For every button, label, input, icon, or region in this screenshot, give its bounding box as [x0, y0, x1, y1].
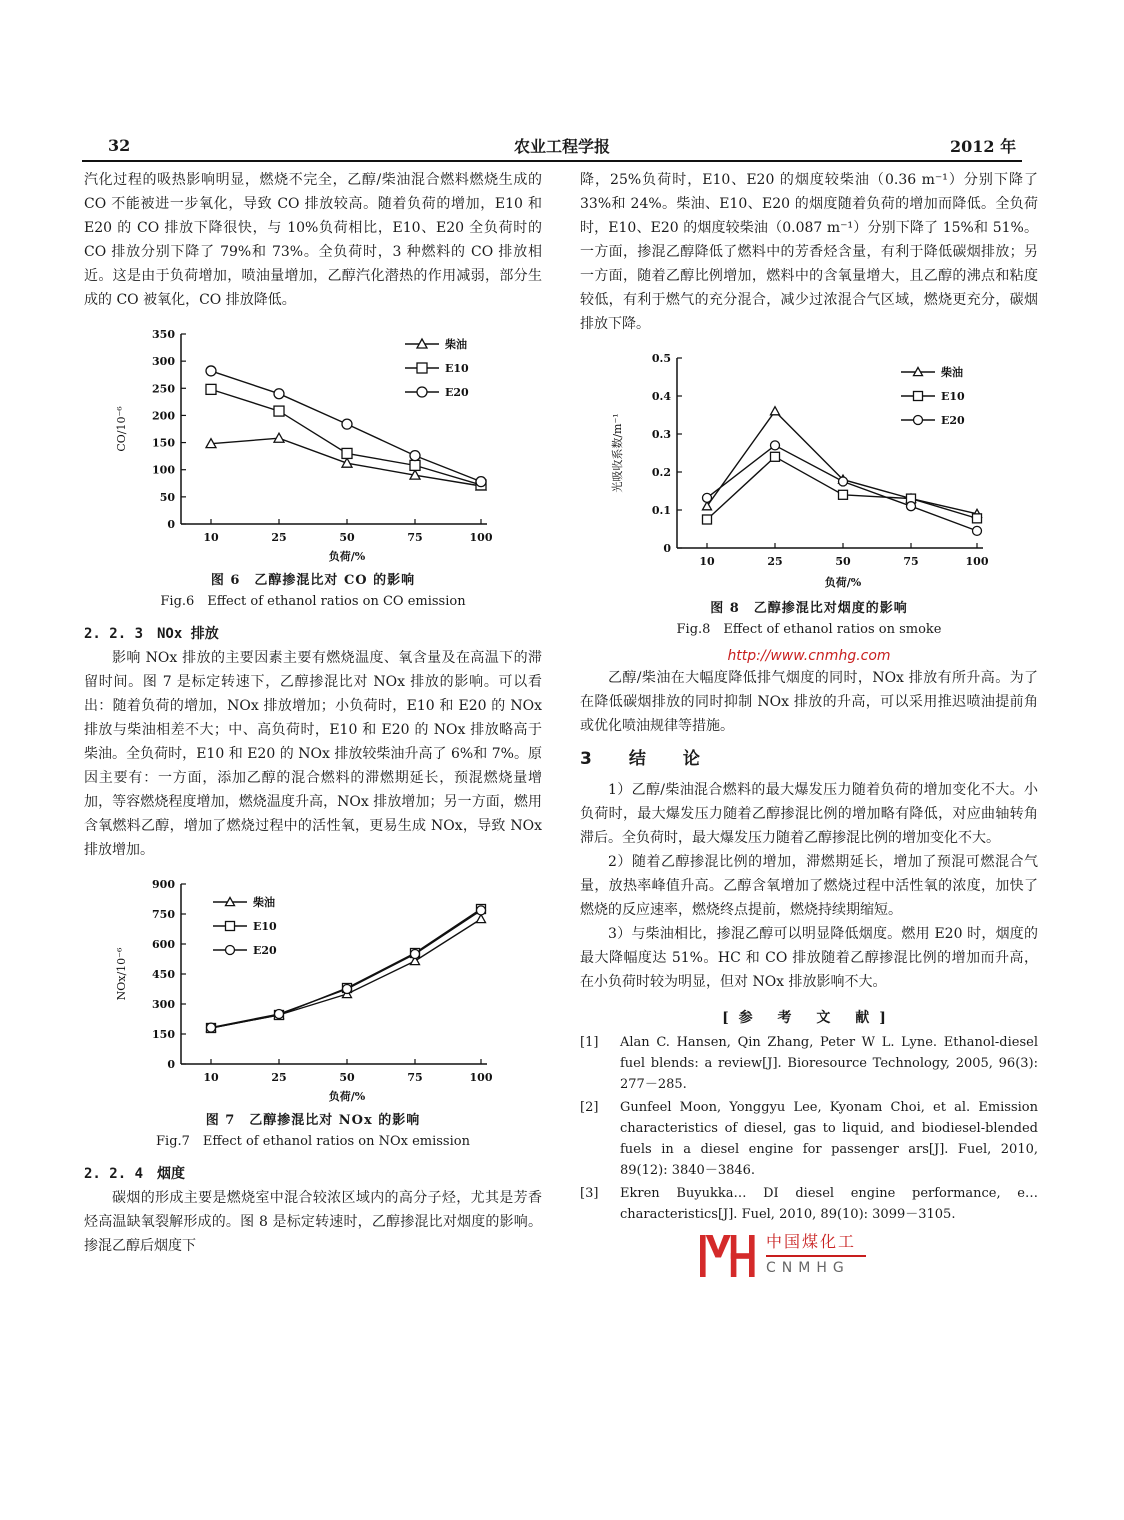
fig6-caption-cn: 图 6 乙醇掺混比对 CO 的影响	[210, 573, 416, 588]
y-tick-label: 200	[152, 409, 175, 423]
data-point-triangle	[477, 915, 486, 923]
legend-label: E10	[445, 362, 469, 375]
reference-item	[580, 1097, 1038, 1181]
series-line-square	[211, 389, 481, 485]
data-point-circle	[839, 477, 848, 486]
data-point-square	[342, 448, 352, 458]
section-2-2-3-text: 影响 NOx 排放的主要因素主要有燃烧温度、氧含量及在高温下的滞留时间。图 7 是标定转速下，乙醇掺混比对 NOx 排放的影响。可以看出：随着负荷的增加，NOx 排放增加；小负荷时，E10 和 E20 的 NOx 排放与柴油相差不大；中、高负荷时，E10 和 E20 的 NOx 排放略高于柴油。全负荷时，E10 和 E20 的 NOx 排放较柴油升高了 6%和 7%。原因主要有：一方面，添加乙醇的混合燃料的滞燃期延长，预混燃烧量增加，等容燃烧程度增加，燃烧温度升高，NOx 排放增加；另一方面，燃用含氧燃料乙醇，增加了燃烧过程中的活性氧，更易生成 NOx，导致 NOx 排放增加。	[84, 650, 542, 858]
y-tick-label: 100	[152, 463, 175, 477]
references-title: [参 考 文 献]	[722, 1010, 896, 1026]
reference-number: [3]	[580, 1186, 599, 1201]
legend-label: 柴油	[941, 366, 963, 379]
data-point-circle	[342, 419, 352, 429]
data-point-triangle	[771, 407, 780, 415]
data-point-circle	[973, 526, 982, 535]
page-number: 32	[108, 136, 131, 155]
para-intro: 汽化过程的吸热影响明显，燃烧不完全，乙醇/柴油混合燃料燃烧生成的 CO 不能被进一步氧化，导致 CO 排放较高。随着负荷的增加，E10 和 E20 的 CO 排放下降很快，与 10%负荷相比，E10、E20 全负荷时的 CO 排放分别下降了 79%和 73%。全负荷时，3 种燃料的 CO 排放相近。这是由于负荷增加，喷油量增加，乙醇汽化潜热的作用减弱，部分生成的 CO 被氧化，CO 排放降低。	[84, 172, 542, 308]
fig7-caption	[84, 1110, 542, 1152]
fig7-chart	[103, 872, 523, 1108]
conclusion-2: 2）随着乙醇掺混比例的增加，滞燃期延长，增加了预混可燃混合气量，放热率峰值升高。乙醇含氧增加了燃烧过程中活性氧的浓度，加快了燃烧的反应速率，燃烧终点提前，燃烧持续期缩短。	[580, 854, 1038, 918]
fig8-caption-cn: 图 8 乙醇掺混比对烟度的影响	[710, 601, 908, 616]
legend-label: E20	[445, 386, 469, 399]
legend-marker-square	[226, 922, 235, 931]
legend-label: E10	[941, 390, 965, 403]
x-tick-label: 100	[469, 531, 493, 544]
para-smoke: 降，25%负荷时，E10、E20 的烟度较柴油（0.36 m⁻¹）分别下降了 33%和 24%。柴油、E10、E20 的烟度随着负荷的增加而降低。全负荷时，E10、E20 的烟度较柴油（0.087 m⁻¹）分别下降了 15%和 51%。一方面，掺混乙醇降低了燃料中的芳香烃含量，有利于降低碳烟排放；另一方面，随着乙醇比例增加，燃料中的含氧量增大，且乙醇的沸点和粘度较低，有利于燃气的充分混合，减少过浓混合气区域，燃烧更充分，碳烟排放下降。	[580, 172, 1038, 332]
legend-label: E10	[253, 920, 277, 933]
para-nox-tradeoff: 乙醇/柴油在大幅度降低排气烟度的同时，NOx 排放有所升高。为了在降低碳烟排放的同时抑制 NOx 排放的升高，可以采用推迟喷油提前角或优化喷油规律等措施。	[580, 670, 1038, 734]
reference-item	[580, 1183, 1038, 1225]
data-point-triangle	[342, 458, 352, 467]
reference-text: Alan C. Hansen, Qin Zhang, Peter W L. Lyne. Ethanol-diesel fuel blends: a review[J]. Bioresource Technology, 2005, 96(3): 277－285.	[620, 1035, 1038, 1092]
x-tick-label: 100	[469, 1071, 493, 1084]
y-tick-label: 0	[663, 542, 671, 555]
y-tick-label: 150	[152, 1028, 175, 1041]
data-point-square	[206, 384, 216, 394]
x-tick-label: 25	[271, 1071, 287, 1084]
section-2-2-3-title: 2. 2. 3 NOx 排放	[84, 626, 219, 642]
y-tick-label: 250	[152, 382, 175, 396]
conclusion-3: 3）与柴油相比，掺混乙醇可以明显降低烟度。燃用 E20 时，烟度的最大降幅度达 51%。HC 和 CO 排放随着乙醇掺混比例的增加而升高，在小负荷时较为明显，但对 NOx 排放影响不大。	[580, 926, 1038, 990]
x-tick-label: 75	[407, 531, 423, 544]
y-tick-label: 0	[167, 518, 175, 531]
data-point-circle	[207, 1023, 216, 1032]
legend-label: E20	[941, 414, 965, 427]
y-tick-label: 0	[167, 1058, 175, 1071]
legend-marker-circle	[914, 416, 923, 425]
y-tick-label: 150	[152, 436, 175, 450]
y-tick-label: 0.5	[651, 352, 671, 365]
reference-text: Ekren Buyukka… DI diesel engine performance, e… characteristics[J]. Fuel, 2010, 89(10): 3099－3105.	[620, 1186, 1038, 1222]
data-point-square	[973, 514, 982, 523]
series-line-circle	[707, 445, 977, 531]
x-tick-label: 10	[699, 555, 715, 568]
journal-title: 农业工程学报	[513, 137, 610, 156]
conclusion-1: 1）乙醇/柴油混合燃料的最大爆发压力随着负荷的增加变化不大。小负荷时，最大爆发压力随着乙醇掺混比例的增加略有降低，对应曲轴转角滞后。全负荷时，最大爆发压力随着乙醇掺混比例的增加变化不大。	[580, 782, 1038, 846]
legend-label: 柴油	[445, 338, 467, 351]
fig8-caption	[580, 598, 1038, 640]
data-point-circle	[476, 477, 486, 487]
x-tick-label: 25	[271, 531, 287, 544]
y-axis-label: NOx/10⁻⁶	[115, 947, 128, 1001]
series-line-circle	[211, 910, 481, 1027]
data-point-square	[703, 515, 712, 524]
logo-en-text: CNMHG	[766, 1260, 850, 1276]
legend-label: 柴油	[253, 896, 275, 909]
figure-7	[84, 872, 542, 1108]
x-tick-label: 10	[203, 531, 219, 544]
section-2-2-4-text: 碳烟的形成主要是燃烧室中混合较浓区域内的高分子烃，尤其是芳香烃高温缺氧裂解形成的。图 8 是标定转速时，乙醇掺混比对烟度的影响。掺混乙醇后烟度下	[84, 1190, 542, 1254]
y-tick-label: 450	[152, 968, 175, 981]
x-tick-label: 10	[203, 1071, 219, 1084]
logo-cn-text: 中国煤化工	[766, 1232, 857, 1251]
y-tick-label: 0.4	[651, 390, 671, 403]
y-axis-label: 光吸收系数/m⁻¹	[611, 413, 624, 493]
x-tick-label: 25	[767, 555, 783, 568]
fig6-caption	[84, 570, 542, 612]
y-tick-label: 750	[152, 908, 175, 921]
reference-item	[580, 1032, 1038, 1095]
legend-label: E20	[253, 944, 277, 957]
data-point-circle	[274, 389, 284, 399]
data-point-circle	[771, 441, 780, 450]
data-point-circle	[907, 502, 916, 511]
x-tick-label: 50	[339, 531, 355, 544]
reference-text: Gunfeel Moon, Yonggyu Lee, Kyonam Choi, et al. Emission characteristics of diesel, gas to liquid, and biodiesel-blended fuels in a diesel engine for passenger ars[J]. Fuel, 2010, 89(12): 3840－3846.	[620, 1100, 1038, 1178]
y-tick-label: 300	[152, 998, 175, 1011]
fig7-caption-cn: 图 7 乙醇掺混比对 NOx 的影响	[205, 1113, 421, 1128]
series-line-square	[211, 909, 481, 1028]
logo-mh-icon	[700, 1233, 756, 1279]
references-list	[580, 1032, 1038, 1225]
y-axis-label: CO/10⁻⁶	[115, 406, 128, 452]
legend-marker-circle	[417, 387, 427, 397]
y-tick-label: 600	[152, 938, 175, 951]
reference-number: [2]	[580, 1100, 599, 1115]
fig8-chart	[599, 346, 1019, 596]
reference-number: [1]	[580, 1035, 599, 1050]
x-tick-label: 100	[965, 555, 989, 568]
x-axis-label: 负荷/%	[824, 576, 862, 589]
data-point-circle	[343, 985, 352, 994]
legend-marker-square	[417, 363, 427, 373]
logo-divider	[766, 1255, 866, 1257]
header-rule	[82, 160, 1022, 162]
data-point-circle	[275, 1010, 284, 1019]
y-tick-label: 0.1	[651, 504, 671, 517]
x-tick-label: 50	[835, 555, 851, 568]
data-point-circle	[410, 451, 420, 461]
data-point-circle	[477, 906, 486, 915]
data-point-triangle	[274, 433, 284, 442]
data-point-square	[274, 406, 284, 416]
data-point-circle	[206, 366, 216, 376]
x-axis-label: 负荷/%	[328, 550, 366, 563]
data-point-square	[839, 490, 848, 499]
fig6-caption-en: Fig.6 Effect of ethanol ratios on CO emission	[160, 594, 466, 609]
section-3-title: 3 结 论	[580, 749, 710, 769]
data-point-circle	[703, 493, 712, 502]
y-tick-label: 0.3	[651, 428, 671, 441]
x-tick-label: 75	[903, 555, 919, 568]
right-column	[580, 168, 1038, 1281]
journal-year: 2012 年	[950, 137, 1017, 156]
fig7-caption-en: Fig.7 Effect of ethanol ratios on NOx emission	[156, 1134, 470, 1149]
data-point-circle	[411, 950, 420, 959]
fig8-caption-en: Fig.8 Effect of ethanol ratios on smoke	[676, 622, 942, 637]
y-tick-label: 50	[159, 490, 175, 504]
section-2-2-4-title: 2. 2. 4 烟度	[84, 1166, 186, 1182]
figure-6	[84, 322, 542, 568]
data-point-square	[771, 452, 780, 461]
data-point-square	[410, 460, 420, 470]
y-tick-label: 0.2	[651, 466, 671, 479]
figure-8	[580, 346, 1038, 596]
left-column	[84, 168, 542, 1258]
x-tick-label: 50	[339, 1071, 355, 1084]
x-tick-label: 75	[407, 1071, 423, 1084]
y-tick-label: 300	[152, 355, 175, 369]
y-tick-label: 350	[152, 328, 175, 341]
fig6-chart	[103, 322, 523, 568]
legend-marker-circle	[226, 946, 235, 955]
y-tick-label: 900	[152, 878, 175, 891]
x-axis-label: 负荷/%	[328, 1090, 366, 1103]
legend-marker-square	[914, 392, 923, 401]
watermark-url: http://www.cnmhg.com	[727, 648, 891, 664]
watermark-logo	[580, 1231, 1038, 1281]
